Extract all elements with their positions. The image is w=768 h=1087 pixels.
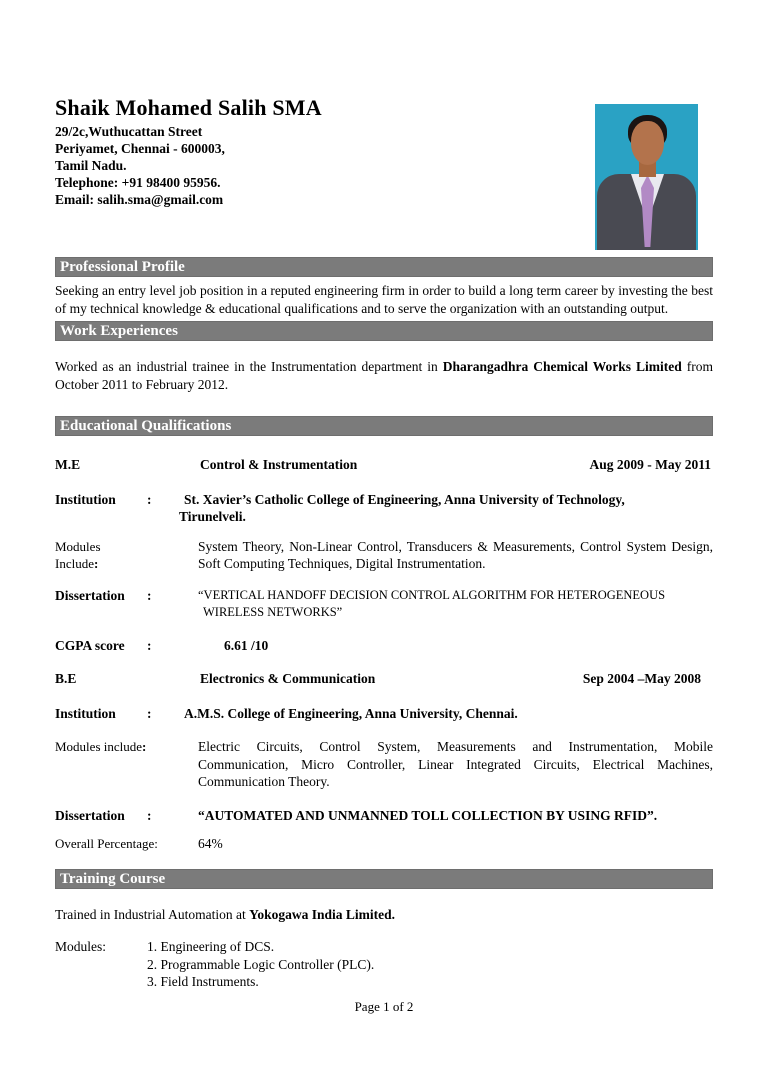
training-module-item-1: 1. Engineering of DCS. <box>147 939 275 954</box>
me-modules-value: System Theory, Non-Linear Control, Transducers & Measurements, Control System Design, Soft Computing Techniques, Digital Instrumentation. <box>198 538 713 571</box>
be-overall-row <box>55 835 713 853</box>
me-modules-label: Modules Include: <box>55 538 101 571</box>
training-module-item-2: 2. Programmable Logic Controller (PLC). <box>147 956 375 972</box>
me-course: Control & Instrumentation <box>200 457 358 472</box>
be-modules-value: Electric Circuits, Control System, Measurements and Instrumentation, Mobile Communication, Micro Controller, Linear Integrated Circuits, Electrical Machines, Communication Theory. <box>198 739 713 789</box>
address-block <box>55 123 713 208</box>
address-line-telephone: Telephone: +91 98400 95956. <box>55 175 221 190</box>
be-institution-label: Institution <box>55 705 116 721</box>
address-line-email: Email: salih.sma@gmail.com <box>55 192 224 207</box>
me-cgpa-row <box>55 637 713 655</box>
me-institution-colon: : <box>147 491 152 507</box>
training-module-item-3: 3. Field Instruments. <box>147 974 259 989</box>
document-body <box>55 0 713 1015</box>
work-text-company: Dharangadhra Chemical Works Limited <box>442 359 682 374</box>
me-cgpa-label: CGPA score <box>55 637 125 653</box>
be-institution-row <box>55 705 713 723</box>
be-dissertation-row <box>55 807 713 825</box>
address-line-state: Tamil Nadu. <box>55 158 127 173</box>
be-dissertation-value: “AUTOMATED AND UNMANNED TOLL COLLECTION BY USING RFID”. <box>198 807 658 823</box>
work-text-prefix: Worked as an industrial trainee in the Instrumentation department in <box>55 359 443 374</box>
me-institution-line1: St. Xavier’s Catholic College of Engineering, Anna University of Technology, <box>184 491 625 507</box>
me-modules-row <box>55 538 713 573</box>
me-dissertation-line1: “VERTICAL HANDOFF DECISION CONTROL ALGORITHM FOR HETEROGENEOUS <box>198 587 666 602</box>
section-header-professional-profile: Professional Profile <box>55 257 713 277</box>
me-period: Aug 2009 - May 2011 <box>589 457 711 472</box>
address-line-city: Periyamet, Chennai - 600003, <box>55 141 225 156</box>
me-dissertation-row <box>55 587 713 621</box>
me-dissertation-label: Dissertation <box>55 587 125 603</box>
section-header-training-course: Training Course <box>55 869 713 889</box>
me-dissertation-colon: : <box>147 587 152 603</box>
training-modules-row <box>55 938 713 991</box>
me-institution-value <box>179 491 713 526</box>
be-dissertation-label: Dissertation <box>55 807 125 823</box>
be-overall-value: 64% <box>198 836 223 851</box>
section-header-educational-qualifications: Educational Qualifications <box>55 416 713 436</box>
me-institution-row <box>55 491 713 526</box>
be-period: Sep 2004 –May 2008 <box>582 671 701 686</box>
work-text-suffix: from October 2011 to February 2012. <box>55 359 713 392</box>
training-text-company: Yokogawa India Limited. <box>249 906 396 922</box>
be-modules-label: Modules include: <box>55 739 147 754</box>
be-institution-colon: : <box>147 705 152 721</box>
me-cgpa-value: 6.61 /10 <box>224 637 269 653</box>
me-dissertation-value <box>198 587 713 621</box>
be-institution-value: A.M.S. College of Engineering, Anna University, Chennai. <box>184 705 518 721</box>
me-dissertation-line2: WIRELESS NETWORKS” <box>203 604 343 619</box>
training-modules-label: Modules: <box>55 939 107 954</box>
training-modules-list <box>147 938 713 991</box>
me-degree: M.E <box>55 457 81 472</box>
be-dissertation-colon: : <box>147 807 152 823</box>
work-experience-text <box>55 358 713 393</box>
be-modules-row <box>55 738 713 791</box>
be-overall-label: Overall Percentage: <box>55 836 158 851</box>
section-header-work-experiences: Work Experiences <box>55 321 713 341</box>
be-degree: B.E <box>55 671 77 686</box>
be-course: Electronics & Communication <box>200 671 376 686</box>
training-text <box>55 906 713 924</box>
me-institution-label: Institution <box>55 491 116 507</box>
applicant-name: Shaik Mohamed Salih SMA <box>55 95 322 120</box>
professional-profile-text: Seeking an entry level job position in a reputed engineering firm in order to build a long term career by investing the best of my technical knowledge & educational qualifications and to serve the organization with an outstanding output. <box>55 283 713 316</box>
me-cgpa-colon: : <box>147 637 152 653</box>
training-text-prefix: Trained in Industrial Automation at <box>55 906 250 922</box>
me-institution-line2: Tirunelveli. <box>179 509 246 524</box>
page-number: Page 1 of 2 <box>354 998 414 1014</box>
me-degree-row <box>55 456 713 474</box>
be-degree-row <box>55 670 713 688</box>
address-line-street: 29/2c,Wuthucattan Street <box>55 124 203 139</box>
